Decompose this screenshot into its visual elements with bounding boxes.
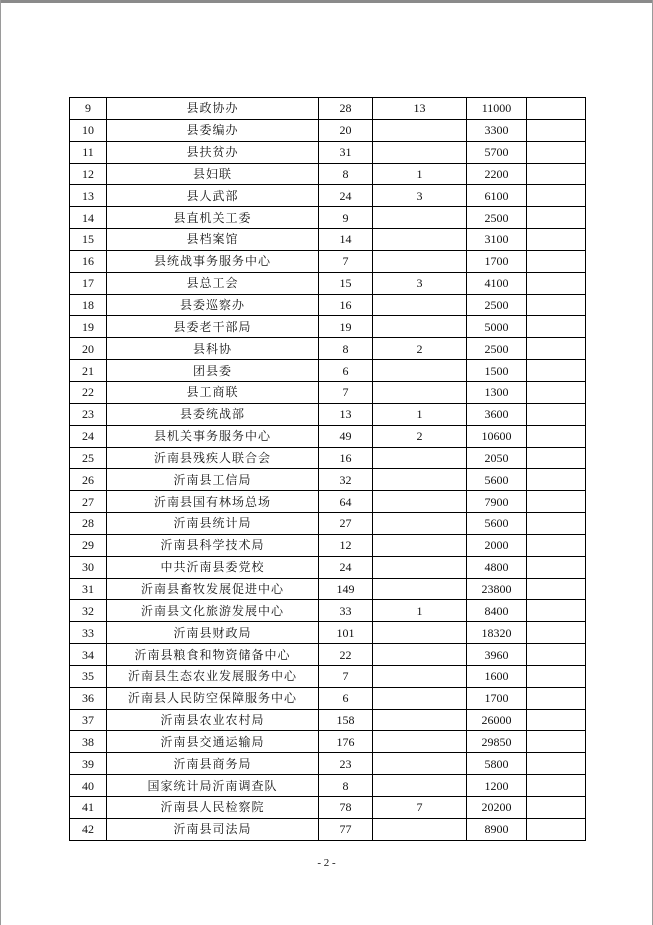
unit-name-cell: 县委编办	[107, 119, 319, 141]
unit-name-cell: 县档案馆	[107, 229, 319, 251]
table-row	[70, 534, 586, 556]
row-number-cell: 28	[70, 513, 107, 535]
remark-cell	[527, 622, 586, 644]
table-row	[70, 185, 586, 207]
row-number-cell: 36	[70, 687, 107, 709]
unit-name-cell: 县政协办	[107, 98, 319, 120]
count-b-cell: 2	[373, 425, 467, 447]
amount-cell: 1500	[467, 360, 527, 382]
count-a-cell: 7	[319, 381, 373, 403]
count-a-cell: 23	[319, 753, 373, 775]
table-row	[70, 622, 586, 644]
row-number-cell: 27	[70, 491, 107, 513]
count-b-cell: 2	[373, 338, 467, 360]
remark-cell	[527, 753, 586, 775]
unit-name-cell: 县委老干部局	[107, 316, 319, 338]
count-b-cell	[373, 491, 467, 513]
count-b-cell: 1	[373, 600, 467, 622]
count-b-cell	[373, 687, 467, 709]
row-number-cell: 30	[70, 556, 107, 578]
unit-name-cell: 团县委	[107, 360, 319, 382]
row-number-cell: 10	[70, 119, 107, 141]
table-row	[70, 381, 586, 403]
row-number-cell: 12	[70, 163, 107, 185]
table-row	[70, 797, 586, 819]
table-row	[70, 338, 586, 360]
count-b-cell	[373, 753, 467, 775]
count-b-cell	[373, 250, 467, 272]
count-b-cell	[373, 360, 467, 382]
row-number-cell: 21	[70, 360, 107, 382]
count-a-cell: 16	[319, 447, 373, 469]
remark-cell	[527, 534, 586, 556]
funding-table	[69, 97, 586, 841]
unit-name-cell: 沂南县国有林场总场	[107, 491, 319, 513]
count-b-cell	[373, 644, 467, 666]
count-b-cell	[373, 622, 467, 644]
page-number: - 2 -	[317, 857, 336, 869]
amount-cell: 18320	[467, 622, 527, 644]
unit-name-cell: 沂南县农业农村局	[107, 709, 319, 731]
count-b-cell	[373, 447, 467, 469]
count-a-cell: 158	[319, 709, 373, 731]
table-row	[70, 687, 586, 709]
remark-cell	[527, 250, 586, 272]
row-number-cell: 42	[70, 818, 107, 840]
table-row	[70, 818, 586, 840]
unit-name-cell: 沂南县统计局	[107, 513, 319, 535]
remark-cell	[527, 447, 586, 469]
unit-name-cell: 沂南县畜牧发展促进中心	[107, 578, 319, 600]
unit-name-cell: 沂南县人民防空保障服务中心	[107, 687, 319, 709]
count-b-cell	[373, 316, 467, 338]
remark-cell	[527, 403, 586, 425]
unit-name-cell: 沂南县交通运输局	[107, 731, 319, 753]
row-number-cell: 29	[70, 534, 107, 556]
count-b-cell	[373, 709, 467, 731]
remark-cell	[527, 163, 586, 185]
count-b-cell: 13	[373, 98, 467, 120]
row-number-cell: 14	[70, 207, 107, 229]
amount-cell: 2500	[467, 338, 527, 360]
table-row	[70, 556, 586, 578]
count-b-cell	[373, 818, 467, 840]
count-b-cell	[373, 513, 467, 535]
remark-cell	[527, 578, 586, 600]
row-number-cell: 16	[70, 250, 107, 272]
count-a-cell: 24	[319, 556, 373, 578]
amount-cell: 3600	[467, 403, 527, 425]
amount-cell: 5700	[467, 141, 527, 163]
row-number-cell: 34	[70, 644, 107, 666]
count-a-cell: 19	[319, 316, 373, 338]
count-a-cell: 16	[319, 294, 373, 316]
remark-cell	[527, 272, 586, 294]
count-a-cell: 20	[319, 119, 373, 141]
row-number-cell: 32	[70, 600, 107, 622]
count-a-cell: 31	[319, 141, 373, 163]
count-a-cell: 176	[319, 731, 373, 753]
unit-name-cell: 沂南县科学技术局	[107, 534, 319, 556]
table-row	[70, 316, 586, 338]
amount-cell: 1300	[467, 381, 527, 403]
remark-cell	[527, 709, 586, 731]
count-b-cell	[373, 229, 467, 251]
remark-cell	[527, 556, 586, 578]
count-b-cell	[373, 556, 467, 578]
table-row	[70, 98, 586, 120]
amount-cell: 2050	[467, 447, 527, 469]
unit-name-cell: 国家统计局沂南调查队	[107, 775, 319, 797]
row-number-cell: 39	[70, 753, 107, 775]
row-number-cell: 35	[70, 665, 107, 687]
amount-cell: 29850	[467, 731, 527, 753]
row-number-cell: 40	[70, 775, 107, 797]
amount-cell: 5600	[467, 469, 527, 491]
table-row	[70, 753, 586, 775]
remark-cell	[527, 687, 586, 709]
remark-cell	[527, 98, 586, 120]
unit-name-cell: 县机关事务服务中心	[107, 425, 319, 447]
row-number-cell: 18	[70, 294, 107, 316]
amount-cell: 3100	[467, 229, 527, 251]
count-a-cell: 149	[319, 578, 373, 600]
row-number-cell: 33	[70, 622, 107, 644]
table-row	[70, 665, 586, 687]
table-row	[70, 447, 586, 469]
unit-name-cell: 中共沂南县委党校	[107, 556, 319, 578]
table-row	[70, 731, 586, 753]
remark-cell	[527, 600, 586, 622]
table-row	[70, 403, 586, 425]
count-a-cell: 27	[319, 513, 373, 535]
amount-cell: 5600	[467, 513, 527, 535]
amount-cell: 1700	[467, 250, 527, 272]
remark-cell	[527, 425, 586, 447]
amount-cell: 5000	[467, 316, 527, 338]
amount-cell: 20200	[467, 797, 527, 819]
amount-cell: 8400	[467, 600, 527, 622]
count-b-cell	[373, 207, 467, 229]
count-a-cell: 9	[319, 207, 373, 229]
unit-name-cell: 县统战事务服务中心	[107, 250, 319, 272]
row-number-cell: 19	[70, 316, 107, 338]
table-row	[70, 469, 586, 491]
remark-cell	[527, 775, 586, 797]
count-a-cell: 8	[319, 163, 373, 185]
count-b-cell: 1	[373, 403, 467, 425]
table-row	[70, 644, 586, 666]
remark-cell	[527, 119, 586, 141]
unit-name-cell: 沂南县生态农业发展服务中心	[107, 665, 319, 687]
remark-cell	[527, 141, 586, 163]
row-number-cell: 20	[70, 338, 107, 360]
remark-cell	[527, 381, 586, 403]
row-number-cell: 31	[70, 578, 107, 600]
count-a-cell: 24	[319, 185, 373, 207]
unit-name-cell: 沂南县财政局	[107, 622, 319, 644]
window-top-edge	[0, 0, 653, 3]
table-row	[70, 272, 586, 294]
table-row	[70, 229, 586, 251]
unit-name-cell: 沂南县残疾人联合会	[107, 447, 319, 469]
row-number-cell: 22	[70, 381, 107, 403]
unit-name-cell: 县扶贫办	[107, 141, 319, 163]
count-a-cell: 78	[319, 797, 373, 819]
amount-cell: 5800	[467, 753, 527, 775]
count-b-cell	[373, 665, 467, 687]
table-row	[70, 709, 586, 731]
amount-cell: 1700	[467, 687, 527, 709]
remark-cell	[527, 338, 586, 360]
count-a-cell: 6	[319, 360, 373, 382]
count-a-cell: 49	[319, 425, 373, 447]
table-row	[70, 294, 586, 316]
count-b-cell	[373, 534, 467, 556]
amount-cell: 2000	[467, 534, 527, 556]
table-row	[70, 163, 586, 185]
row-number-cell: 41	[70, 797, 107, 819]
table-row	[70, 578, 586, 600]
row-number-cell: 15	[70, 229, 107, 251]
unit-name-cell: 沂南县商务局	[107, 753, 319, 775]
row-number-cell: 9	[70, 98, 107, 120]
remark-cell	[527, 294, 586, 316]
table-row	[70, 775, 586, 797]
remark-cell	[527, 491, 586, 513]
count-b-cell	[373, 119, 467, 141]
remark-cell	[527, 818, 586, 840]
count-a-cell: 12	[319, 534, 373, 556]
table-row	[70, 119, 586, 141]
row-number-cell: 24	[70, 425, 107, 447]
count-b-cell	[373, 294, 467, 316]
count-a-cell: 8	[319, 775, 373, 797]
row-number-cell: 37	[70, 709, 107, 731]
row-number-cell: 13	[70, 185, 107, 207]
unit-name-cell: 县委巡察办	[107, 294, 319, 316]
amount-cell: 11000	[467, 98, 527, 120]
count-a-cell: 8	[319, 338, 373, 360]
amount-cell: 4100	[467, 272, 527, 294]
row-number-cell: 23	[70, 403, 107, 425]
table-row	[70, 600, 586, 622]
row-number-cell: 17	[70, 272, 107, 294]
count-a-cell: 28	[319, 98, 373, 120]
unit-name-cell: 县人武部	[107, 185, 319, 207]
unit-name-cell: 沂南县司法局	[107, 818, 319, 840]
amount-cell: 7900	[467, 491, 527, 513]
count-b-cell	[373, 469, 467, 491]
remark-cell	[527, 316, 586, 338]
amount-cell: 3300	[467, 119, 527, 141]
unit-name-cell: 县总工会	[107, 272, 319, 294]
table-row	[70, 513, 586, 535]
count-b-cell: 3	[373, 272, 467, 294]
unit-name-cell: 县妇联	[107, 163, 319, 185]
page-left-border	[0, 0, 1, 925]
amount-cell: 2500	[467, 294, 527, 316]
count-a-cell: 22	[319, 644, 373, 666]
count-a-cell: 6	[319, 687, 373, 709]
row-number-cell: 11	[70, 141, 107, 163]
table-row	[70, 141, 586, 163]
unit-name-cell: 沂南县粮食和物资储备中心	[107, 644, 319, 666]
remark-cell	[527, 229, 586, 251]
count-a-cell: 77	[319, 818, 373, 840]
table-row	[70, 491, 586, 513]
unit-name-cell: 县委统战部	[107, 403, 319, 425]
count-a-cell: 15	[319, 272, 373, 294]
count-b-cell: 1	[373, 163, 467, 185]
remark-cell	[527, 513, 586, 535]
count-b-cell	[373, 578, 467, 600]
count-a-cell: 13	[319, 403, 373, 425]
count-a-cell: 64	[319, 491, 373, 513]
unit-name-cell: 沂南县文化旅游发展中心	[107, 600, 319, 622]
amount-cell: 3960	[467, 644, 527, 666]
amount-cell: 23800	[467, 578, 527, 600]
unit-name-cell: 沂南县人民检察院	[107, 797, 319, 819]
unit-name-cell: 县工商联	[107, 381, 319, 403]
count-a-cell: 32	[319, 469, 373, 491]
amount-cell: 4800	[467, 556, 527, 578]
table-row	[70, 425, 586, 447]
row-number-cell: 26	[70, 469, 107, 491]
count-a-cell: 33	[319, 600, 373, 622]
amount-cell: 2500	[467, 207, 527, 229]
count-b-cell: 7	[373, 797, 467, 819]
remark-cell	[527, 469, 586, 491]
amount-cell: 2200	[467, 163, 527, 185]
remark-cell	[527, 360, 586, 382]
count-b-cell	[373, 775, 467, 797]
count-b-cell: 3	[373, 185, 467, 207]
table-row	[70, 250, 586, 272]
count-a-cell: 7	[319, 665, 373, 687]
table-row	[70, 360, 586, 382]
unit-name-cell: 沂南县工信局	[107, 469, 319, 491]
remark-cell	[527, 665, 586, 687]
remark-cell	[527, 207, 586, 229]
row-number-cell: 38	[70, 731, 107, 753]
unit-name-cell: 县科协	[107, 338, 319, 360]
amount-cell: 1200	[467, 775, 527, 797]
remark-cell	[527, 644, 586, 666]
count-a-cell: 14	[319, 229, 373, 251]
row-number-cell: 25	[70, 447, 107, 469]
count-a-cell: 101	[319, 622, 373, 644]
count-b-cell	[373, 731, 467, 753]
amount-cell: 6100	[467, 185, 527, 207]
table-body	[70, 98, 586, 841]
unit-name-cell: 县直机关工委	[107, 207, 319, 229]
amount-cell: 8900	[467, 818, 527, 840]
amount-cell: 26000	[467, 709, 527, 731]
table-row	[70, 207, 586, 229]
remark-cell	[527, 731, 586, 753]
amount-cell: 10600	[467, 425, 527, 447]
remark-cell	[527, 797, 586, 819]
remark-cell	[527, 185, 586, 207]
count-a-cell: 7	[319, 250, 373, 272]
amount-cell: 1600	[467, 665, 527, 687]
count-b-cell	[373, 141, 467, 163]
count-b-cell	[373, 381, 467, 403]
